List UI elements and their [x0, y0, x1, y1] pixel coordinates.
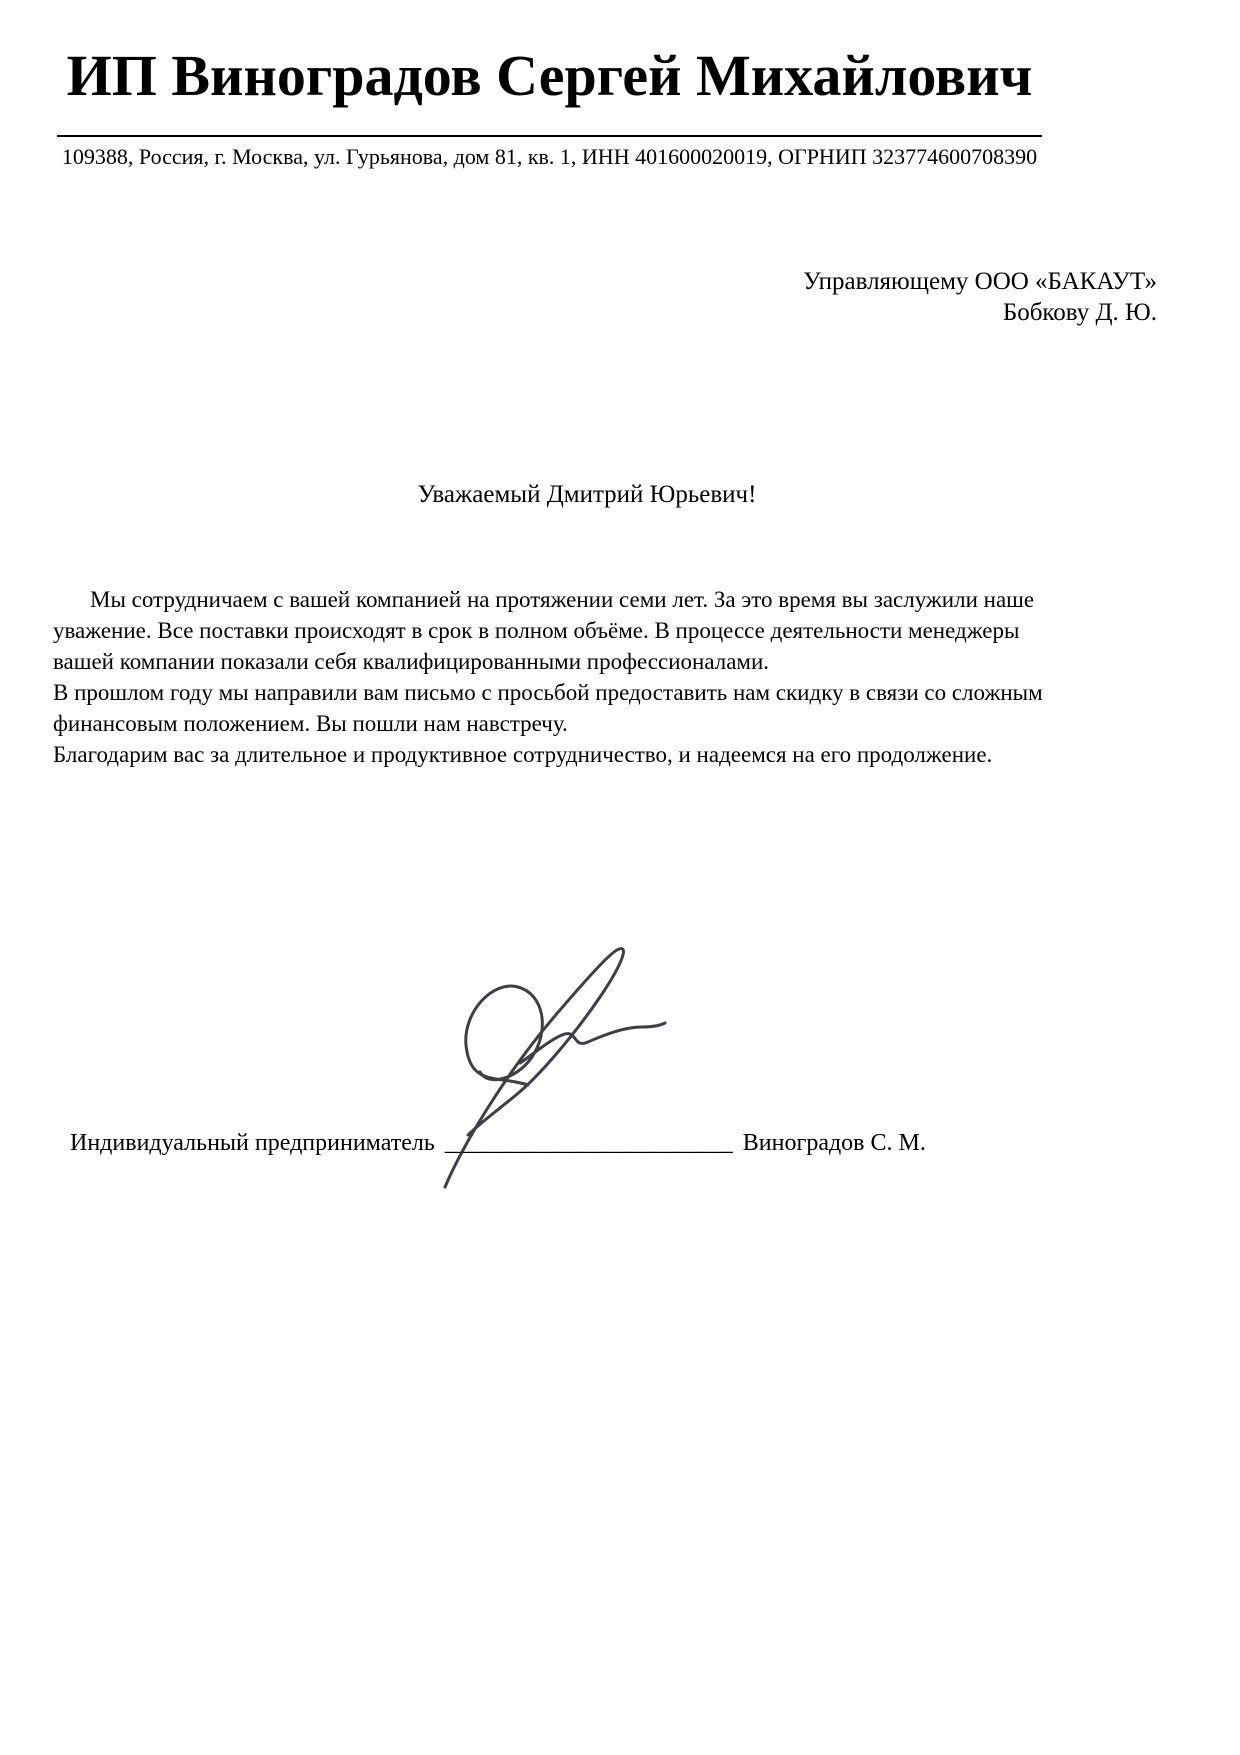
body-paragraph: Мы сотрудничаем с вашей компанией на протяжении семи лет. За это время вы заслужили наше уважение. Все поставки происходят в срок в полном объёме. В процессе деятельности менеджеры вашей компании показали себя квалифицированными профессионалами. — [53, 587, 1035, 674]
recipient-line-2: Бобкову Д. Ю. — [1002, 299, 1157, 326]
signatory-role-label: Индивидуальный предприниматель — [70, 1130, 435, 1156]
signature-row — [70, 1128, 926, 1159]
body-paragraph: Благодарим вас за длительное и продуктивное сотрудничество, и надеемся на его продолжение. — [53, 742, 993, 767]
page-title: ИП Виноградов Сергей Михайлович — [66, 43, 1033, 108]
salutation: Уважаемый Дмитрий Юрьевич! — [417, 481, 757, 508]
letterhead — [57, 42, 1042, 170]
recipient-line-1: Управляющему ООО «БАКАУТ» — [803, 268, 1157, 295]
letterhead-divider — [57, 135, 1042, 137]
recipient-block — [57, 266, 1157, 328]
letterhead-address: 109388, Россия, г. Москва, ул. Гурьянова, дом 81, кв. 1, ИНН 401600020019, ОГРНИП 323774600708390 — [61, 144, 1038, 169]
body-paragraph: В прошлом году мы направили вам письмо с просьбой предоставить нам скидку в связи со сложным финансовым положением. Вы пошли нам навстречу. — [53, 680, 1043, 736]
signatory-name: Виноградов С. М. — [742, 1130, 926, 1156]
letter-body — [53, 584, 1083, 770]
signature-line: ________________________ — [444, 1130, 733, 1156]
